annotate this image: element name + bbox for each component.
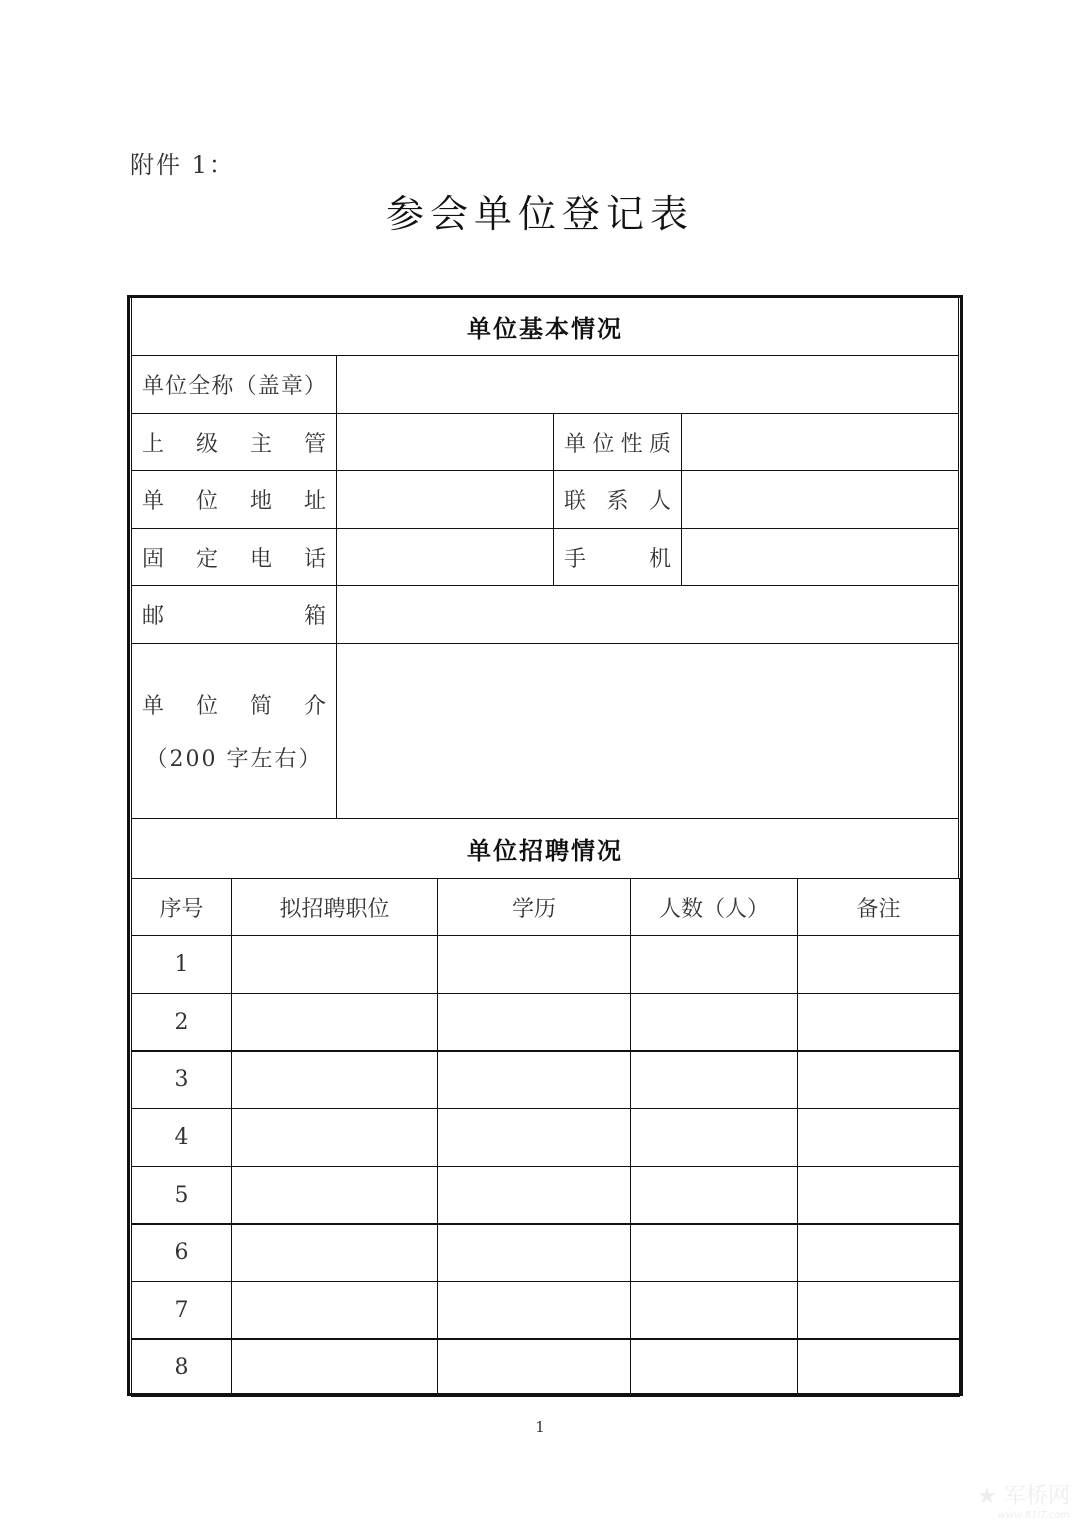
cell-count[interactable]: [630, 1108, 798, 1167]
cell-education[interactable]: [437, 1050, 631, 1109]
cell-remarks[interactable]: [797, 993, 960, 1052]
cell-count[interactable]: [630, 1338, 798, 1397]
cell-remarks[interactable]: [797, 1338, 960, 1397]
field-phone[interactable]: [336, 528, 554, 586]
cell-remarks[interactable]: [797, 1166, 960, 1225]
cell-position[interactable]: [231, 993, 438, 1052]
section-basic-title: 单位基本情况: [131, 297, 959, 356]
attachment-label: 附件 1：: [130, 151, 235, 179]
label-mobile: 手机: [564, 546, 671, 572]
cell-count[interactable]: [630, 1281, 798, 1340]
cell-position[interactable]: [231, 1338, 438, 1397]
cell-count[interactable]: [630, 935, 798, 994]
row-index: 4: [131, 1108, 232, 1167]
header-index: 序号: [131, 878, 232, 936]
cell-education[interactable]: [437, 935, 631, 994]
row-index: 6: [131, 1223, 232, 1282]
cell-remarks[interactable]: [797, 1281, 960, 1340]
row-index: 5: [131, 1166, 232, 1225]
row-index: 8: [131, 1338, 232, 1397]
field-contact[interactable]: [681, 470, 959, 529]
header-position: 拟招聘职位: [231, 878, 438, 936]
field-email[interactable]: [336, 585, 959, 644]
row-index: 2: [131, 993, 232, 1052]
cell-education[interactable]: [437, 1166, 631, 1225]
cell-remarks[interactable]: [797, 1108, 960, 1167]
page-title: 参会单位登记表: [385, 192, 694, 236]
label-address: 单位地址: [142, 489, 326, 514]
row-index: 3: [131, 1050, 232, 1109]
cell-count[interactable]: [630, 1050, 798, 1109]
cell-remarks[interactable]: [797, 1223, 960, 1282]
cell-position[interactable]: [231, 1108, 438, 1167]
label-superior: 上级主管: [142, 431, 326, 457]
label-contact: 联系人: [564, 489, 671, 514]
section-recruit-title: 单位招聘情况: [131, 818, 959, 879]
field-mobile[interactable]: [681, 528, 959, 586]
row-index: 7: [131, 1281, 232, 1340]
cell-education[interactable]: [437, 1338, 631, 1397]
label-nature: 单位性质: [564, 431, 671, 457]
cell-position[interactable]: [231, 1166, 438, 1225]
label-phone: 固定电话: [142, 546, 326, 572]
watermark-logo: ★ 军桥网 www.81IT.com: [977, 1484, 1070, 1521]
field-superior[interactable]: [336, 413, 554, 471]
cell-education[interactable]: [437, 1223, 631, 1282]
header-count: 人数（人）: [630, 878, 798, 936]
field-nature[interactable]: [681, 413, 959, 471]
cell-remarks[interactable]: [797, 1050, 960, 1109]
page-number: 1: [535, 1418, 545, 1436]
cell-count[interactable]: [630, 993, 798, 1052]
cell-count[interactable]: [630, 1166, 798, 1225]
field-address[interactable]: [336, 470, 554, 529]
field-intro[interactable]: [336, 643, 959, 819]
label-full-name: 单位全称（盖章）: [142, 374, 326, 399]
cell-position[interactable]: [231, 1050, 438, 1109]
cell-education[interactable]: [437, 993, 631, 1052]
cell-position[interactable]: [231, 1281, 438, 1340]
cell-count[interactable]: [630, 1223, 798, 1282]
header-education: 学历: [437, 878, 631, 936]
label-intro: 单位简介: [142, 694, 326, 719]
row-index: 1: [131, 935, 232, 994]
cell-position[interactable]: [231, 1223, 438, 1282]
cell-education[interactable]: [437, 1108, 631, 1167]
label-intro-note: （200 字左右）: [145, 747, 323, 772]
cell-remarks[interactable]: [797, 935, 960, 994]
cell-education[interactable]: [437, 1281, 631, 1340]
cell-position[interactable]: [231, 935, 438, 994]
label-email: 邮箱: [142, 604, 326, 629]
header-remarks: 备注: [797, 878, 960, 936]
field-full-name[interactable]: [336, 355, 959, 414]
